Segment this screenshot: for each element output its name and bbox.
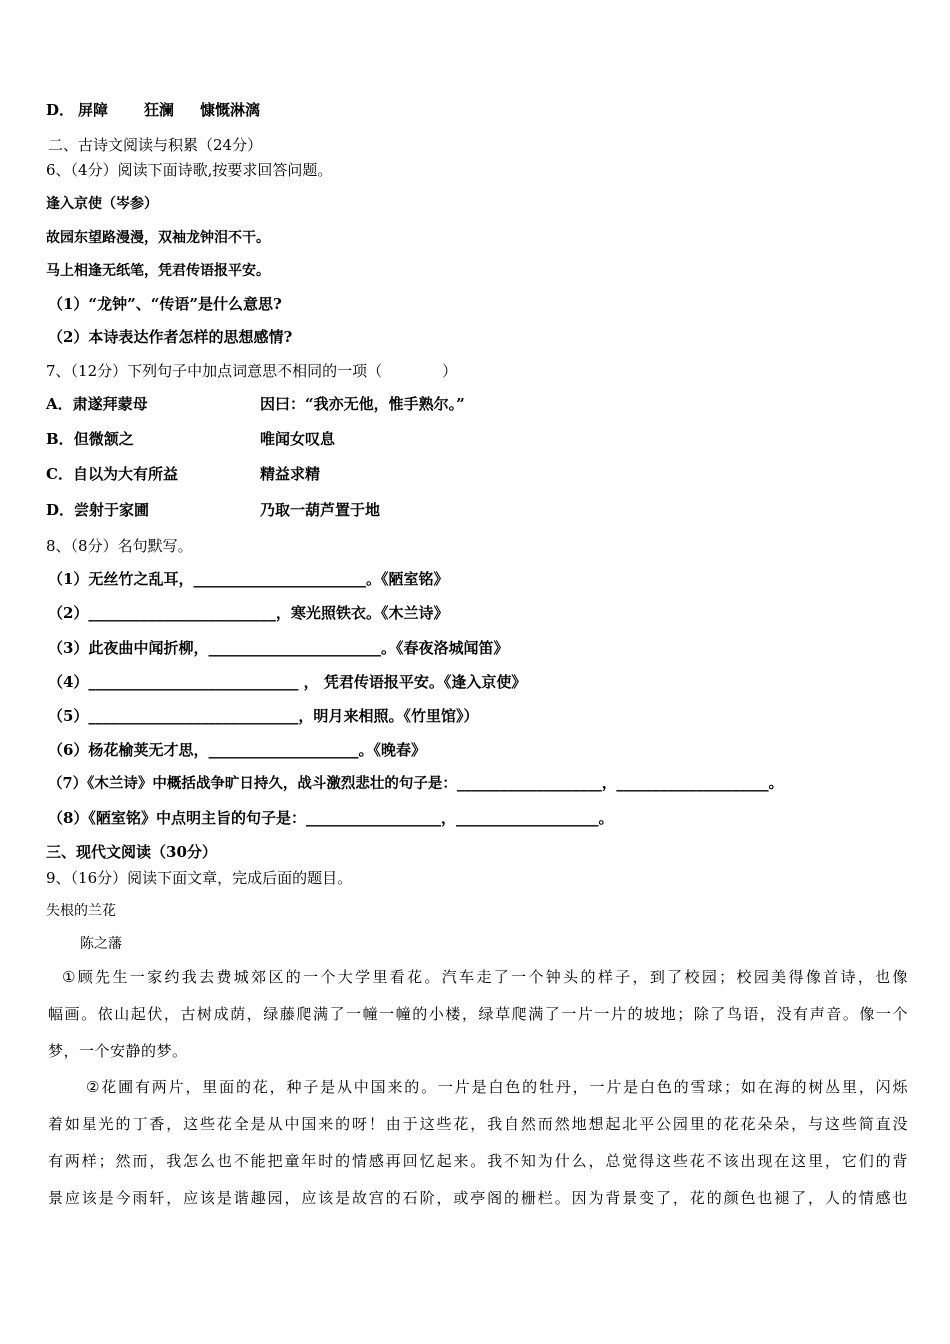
q8-item-4: （4）____________________________ ， 凭君传语报平安。《逢入京使》	[48, 673, 527, 691]
article-author: 陈之藩	[80, 936, 122, 952]
option-left: 尝射于家圃	[74, 501, 150, 519]
q7-option-a	[46, 394, 148, 414]
poem-line-1: 故园东望路漫漫，双袖龙钟泪不干。	[46, 230, 270, 246]
q7-option-d-right: 乃取一葫芦置于地	[260, 501, 381, 519]
q8-item-6: （6）杨花榆荚无才思，____________________。《晚春》	[48, 741, 426, 759]
option-label: A．	[46, 395, 73, 413]
paragraph-line: 着如星光的丁香，这些花全是从中国来的呀！由于这些花，我自然而然地想起北平公园里的花花朵朵，与这些简直没	[48, 1115, 908, 1133]
q8-item-7: （7）《木兰诗》中概括战争旷日持久，战斗激烈悲壮的句子是：____________________，_____________________。	[48, 775, 784, 792]
q7-option-b	[46, 429, 134, 449]
article-paragraph-2	[48, 1069, 908, 1217]
q6-sub-2: （2）本诗表达作者怎样的思想感情?	[48, 328, 293, 346]
q7-option-c-right: 精益求精	[260, 465, 321, 483]
q9-stem: 9、（16分）阅读下面文章，完成后面的题目。	[46, 869, 353, 887]
option-left: 肃遂拜蒙母	[72, 395, 148, 413]
q7-stem: 7、（12分）下列句子中加点词意思不相同的一项（ ）	[46, 362, 458, 380]
poem-title: 逢入京使（岑参）	[46, 196, 158, 212]
q5-option-d	[46, 100, 260, 120]
option-word: 狂澜	[144, 101, 175, 119]
option-label: D．	[46, 101, 75, 119]
section-2-title: 二、古诗文阅读与积累（24分）	[48, 136, 263, 154]
section-3-title: 三、现代文阅读（30分）	[46, 843, 217, 861]
q7-option-b-right: 唯闻女叹息	[260, 430, 336, 448]
paragraph-line: 梦，一个安静的梦。	[48, 1042, 188, 1060]
option-left: 自以为大有所益	[72, 465, 178, 483]
option-word: 慷慨淋漓	[200, 101, 261, 119]
q8-item-2: （2）_________________________，寒光照铁衣。《木兰诗》	[48, 604, 449, 622]
article-paragraph-1	[48, 959, 908, 1070]
q8-item-8: （8）《陋室铭》中点明主旨的句子是：__________________，___________________。	[48, 809, 614, 827]
q8-item-1: （1）无丝竹之乱耳，_______________________。《陋室铭》	[48, 570, 449, 588]
q8-stem: 8、（8分）名句默写。	[46, 537, 193, 555]
option-left: 但微颔之	[73, 430, 134, 448]
paragraph-line: 景应该是今雨轩，应该是谐趣园，应该是故宫的石阶，或亭阁的栅栏。因为背景变了，花的颜色也褪了，人的情感也	[48, 1189, 908, 1207]
option-word: 屏障	[78, 101, 109, 119]
option-label: B．	[46, 430, 74, 448]
paragraph-line: 有两样；然而，我怎么也不能把童年时的情感再回忆起来。我不知为什么，总觉得这些花不该出现在这里，它们的背	[48, 1152, 908, 1170]
paragraph-line: 幅画。依山起伏，古树成荫，绿藤爬满了一幢一幢的小楼，绿草爬满了一片一片的坡地；除了鸟语，没有声音。像一个	[48, 1005, 908, 1023]
option-label: C．	[46, 465, 73, 483]
article-title: 失根的兰花	[46, 903, 116, 919]
q6-stem: 6、（4分）阅读下面诗歌,按要求回答问题。	[46, 161, 333, 179]
option-label: D．	[46, 501, 75, 519]
paragraph-line: ②花圃有两片，里面的花，种子是从中国来的。一片是白色的牡丹，一片是白色的雪球；如在海的树丛里，闪烁	[86, 1078, 908, 1096]
q8-item-3: （3）此夜曲中闻折柳，_______________________。《春夜洛城闻笛》	[48, 639, 509, 657]
q7-option-d	[46, 500, 149, 520]
q7-option-c	[46, 464, 178, 484]
poem-line-2: 马上相逢无纸笔，凭君传语报平安。	[46, 263, 270, 279]
q7-option-a-right: 因曰：“我亦无他，惟手熟尔。”	[260, 395, 465, 413]
paragraph-line: ①顾先生一家约我去费城郊区的一个大学里看花。汽车走了一个钟头的样子，到了校园；校园美得像首诗，也像	[62, 968, 908, 986]
q8-item-5: （5）____________________________，明月来相照。《竹里馆》）	[48, 707, 479, 725]
q6-sub-1: （1）“龙钟”、“传语”是什么意思?	[48, 295, 282, 313]
